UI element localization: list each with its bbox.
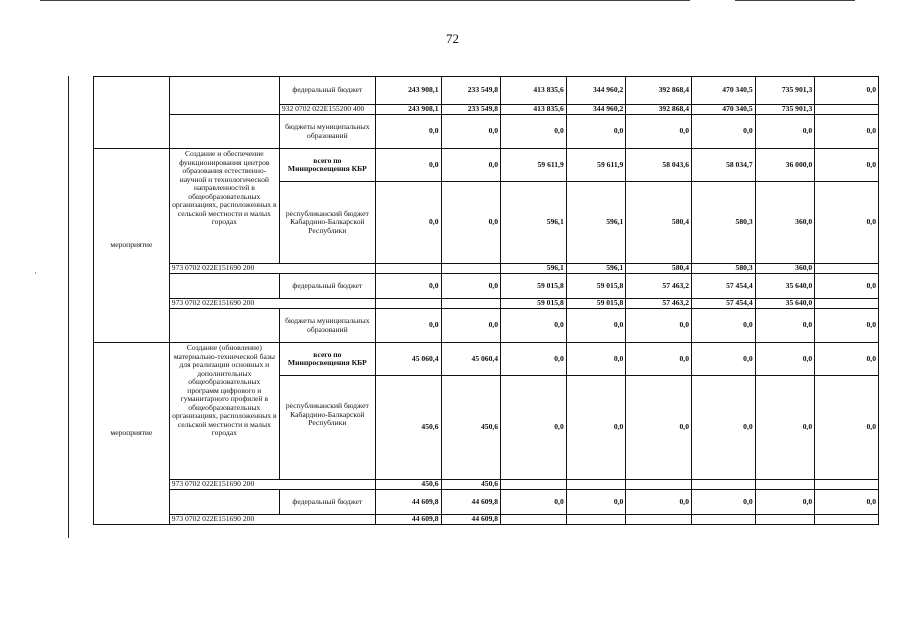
budget-table [93, 76, 879, 525]
code-value-cell: 596,1 [501, 264, 567, 274]
code-value-cell: 57 454,4 [692, 299, 756, 309]
value-cell: 0,0 [441, 149, 501, 182]
row-label-cell: мероприятие [94, 149, 170, 343]
value-cell: 0,0 [815, 376, 879, 480]
value-cell: 0,0 [626, 309, 692, 343]
code-value-cell [626, 480, 692, 490]
code-value-cell [755, 515, 815, 525]
source-cell: федеральный бюджет [279, 274, 375, 299]
value-cell: 0,0 [375, 309, 441, 343]
code-value-cell: 44 609,8 [375, 515, 441, 525]
code-value-cell [441, 264, 501, 274]
value-cell: 0,0 [566, 115, 626, 149]
budget-code: 973 0702 022E151690 200 [169, 264, 375, 274]
value-cell: 35 640,0 [755, 274, 815, 299]
budget-code: 973 0702 022E151690 200 [169, 480, 375, 490]
code-value-cell [626, 515, 692, 525]
table-row [94, 343, 879, 376]
code-value-cell [501, 480, 567, 490]
code-value-cell: 57 463,2 [626, 299, 692, 309]
value-cell: 0,0 [815, 274, 879, 299]
value-cell: 45 060,4 [441, 343, 501, 376]
value-cell: 470 340,5 [692, 77, 756, 105]
value-cell: 57 463,2 [626, 274, 692, 299]
value-cell: 0,0 [375, 149, 441, 182]
row-label-cell [94, 77, 170, 149]
value-cell: 0,0 [626, 490, 692, 515]
value-cell: 0,0 [626, 115, 692, 149]
measure-name: Создание (обновление) материально-технической базы для реализации основных и дополнительных общеобразовательных программ цифрового и гуманитарного профилей в общеобразовательных организациях, расположенных в сельской местности и малых городах [169, 343, 279, 480]
value-cell: 0,0 [692, 309, 756, 343]
source-cell: федеральный бюджет [279, 77, 375, 105]
value-cell: 0,0 [566, 490, 626, 515]
code-value-cell: 243 908,1 [375, 105, 441, 115]
stray-mark: · [34, 268, 37, 278]
value-cell: 0,0 [566, 376, 626, 480]
value-cell: 344 960,2 [566, 77, 626, 105]
table-row [94, 274, 879, 299]
value-cell: 0,0 [501, 376, 567, 480]
code-value-cell: 344 960,2 [566, 105, 626, 115]
code-value-cell: 596,1 [566, 264, 626, 274]
value-cell: 0,0 [626, 343, 692, 376]
source-cell: всего по Минпросвещения КБР [279, 149, 375, 182]
value-cell: 0,0 [755, 115, 815, 149]
value-cell: 0,0 [626, 376, 692, 480]
code-value-cell: 59 015,8 [566, 299, 626, 309]
code-value-cell [566, 480, 626, 490]
value-cell: 58 043,6 [626, 149, 692, 182]
value-cell: 580,3 [692, 182, 756, 264]
value-cell: 0,0 [815, 149, 879, 182]
code-value-cell: 59 015,8 [501, 299, 567, 309]
code-value-cell: 360,0 [755, 264, 815, 274]
value-cell: 596,1 [501, 182, 567, 264]
code-value-cell [375, 264, 441, 274]
value-cell: 450,6 [441, 376, 501, 480]
value-cell: 0,0 [815, 490, 879, 515]
source-cell: всего по Минпросвещения КБР [279, 343, 375, 376]
code-row [94, 480, 879, 490]
top-rule [40, 0, 690, 1]
value-cell: 0,0 [692, 343, 756, 376]
value-cell: 413 835,6 [501, 77, 567, 105]
value-cell: 0,0 [501, 115, 567, 149]
value-cell: 0,0 [815, 182, 879, 264]
value-cell: 0,0 [815, 343, 879, 376]
value-cell: 0,0 [441, 182, 501, 264]
code-value-cell: 413 835,6 [501, 105, 567, 115]
code-value-cell: 44 609,8 [441, 515, 501, 525]
value-cell: 0,0 [755, 309, 815, 343]
code-value-cell: 580,4 [626, 264, 692, 274]
value-cell: 0,0 [755, 343, 815, 376]
source-cell: республиканский бюджет Кабардино-Балкарской Республики [279, 182, 375, 264]
value-cell: 0,0 [815, 309, 879, 343]
value-cell: 450,6 [375, 376, 441, 480]
budget-code: 973 0702 022E151690 200 [169, 299, 375, 309]
code-value-cell: 450,6 [375, 480, 441, 490]
budget-code: 932 0702 022E155200 400 [279, 105, 375, 115]
code-row [94, 264, 879, 274]
binding-margin-line [68, 76, 69, 538]
value-cell: 0,0 [692, 115, 756, 149]
value-cell: 360,0 [755, 182, 815, 264]
value-cell: 59 611,9 [566, 149, 626, 182]
value-cell: 36 000,0 [755, 149, 815, 182]
value-cell: 0,0 [501, 309, 567, 343]
code-value-cell: 580,3 [692, 264, 756, 274]
value-cell: 0,0 [692, 490, 756, 515]
value-cell: 0,0 [441, 115, 501, 149]
table-row [94, 149, 879, 182]
value-cell: 59 611,9 [501, 149, 567, 182]
code-value-cell [755, 480, 815, 490]
code-value-cell: 470 340,5 [692, 105, 756, 115]
row-label-cell: мероприятие [94, 343, 170, 525]
measure-name: Создание и обеспечение функционирования центров образования естественно-научной и технологической направленностей в общеобразовательных организациях, расположенных в сельской местности и малых городах [169, 149, 279, 264]
table-row [94, 490, 879, 515]
value-cell: 233 549,8 [441, 77, 501, 105]
top-rule-right [735, 0, 855, 1]
value-cell: 59 015,8 [566, 274, 626, 299]
value-cell: 45 060,4 [375, 343, 441, 376]
code-value-cell [375, 299, 441, 309]
value-cell: 0,0 [755, 490, 815, 515]
value-cell: 59 015,8 [501, 274, 567, 299]
value-cell: 0,0 [815, 115, 879, 149]
value-cell: 58 034,7 [692, 149, 756, 182]
value-cell: 0,0 [501, 343, 567, 376]
value-cell: 0,0 [375, 115, 441, 149]
value-cell: 392 868,4 [626, 77, 692, 105]
code-value-cell: 450,6 [441, 480, 501, 490]
table-row [94, 77, 879, 105]
source-cell: федеральный бюджет [279, 490, 375, 515]
code-value-cell: 392 868,4 [626, 105, 692, 115]
value-cell: 580,4 [626, 182, 692, 264]
value-cell: 44 609,8 [375, 490, 441, 515]
value-cell: 0,0 [755, 376, 815, 480]
code-value-cell [441, 299, 501, 309]
value-cell: 0,0 [566, 309, 626, 343]
value-cell: 0,0 [441, 274, 501, 299]
source-cell: бюджеты муниципальных образований [279, 115, 375, 149]
value-cell: 0,0 [441, 309, 501, 343]
value-cell: 0,0 [815, 77, 879, 105]
value-cell: 0,0 [375, 274, 441, 299]
value-cell: 735 901,3 [755, 77, 815, 105]
code-value-cell: 35 640,0 [755, 299, 815, 309]
code-value-cell: 735 901,3 [755, 105, 815, 115]
code-row [94, 299, 879, 309]
source-cell: бюджеты муниципальных образований [279, 309, 375, 343]
table-row [94, 309, 879, 343]
value-cell: 44 609,8 [441, 490, 501, 515]
code-value-cell: 233 549,8 [441, 105, 501, 115]
value-cell: 0,0 [501, 490, 567, 515]
value-cell: 0,0 [566, 343, 626, 376]
name-cell [169, 77, 279, 115]
value-cell: 0,0 [692, 376, 756, 480]
code-value-cell [692, 480, 756, 490]
source-cell: республиканский бюджет Кабардино-Балкарской Республики [279, 376, 375, 480]
code-value-cell [692, 515, 756, 525]
code-value-cell [501, 515, 567, 525]
code-row [94, 515, 879, 525]
value-cell: 0,0 [375, 182, 441, 264]
table-row [94, 115, 879, 149]
page-number: 72 [446, 31, 459, 46]
code-value-cell [566, 515, 626, 525]
value-cell: 243 908,1 [375, 77, 441, 105]
value-cell: 596,1 [566, 182, 626, 264]
budget-code: 973 0702 022E151690 200 [169, 515, 375, 525]
value-cell: 57 454,4 [692, 274, 756, 299]
